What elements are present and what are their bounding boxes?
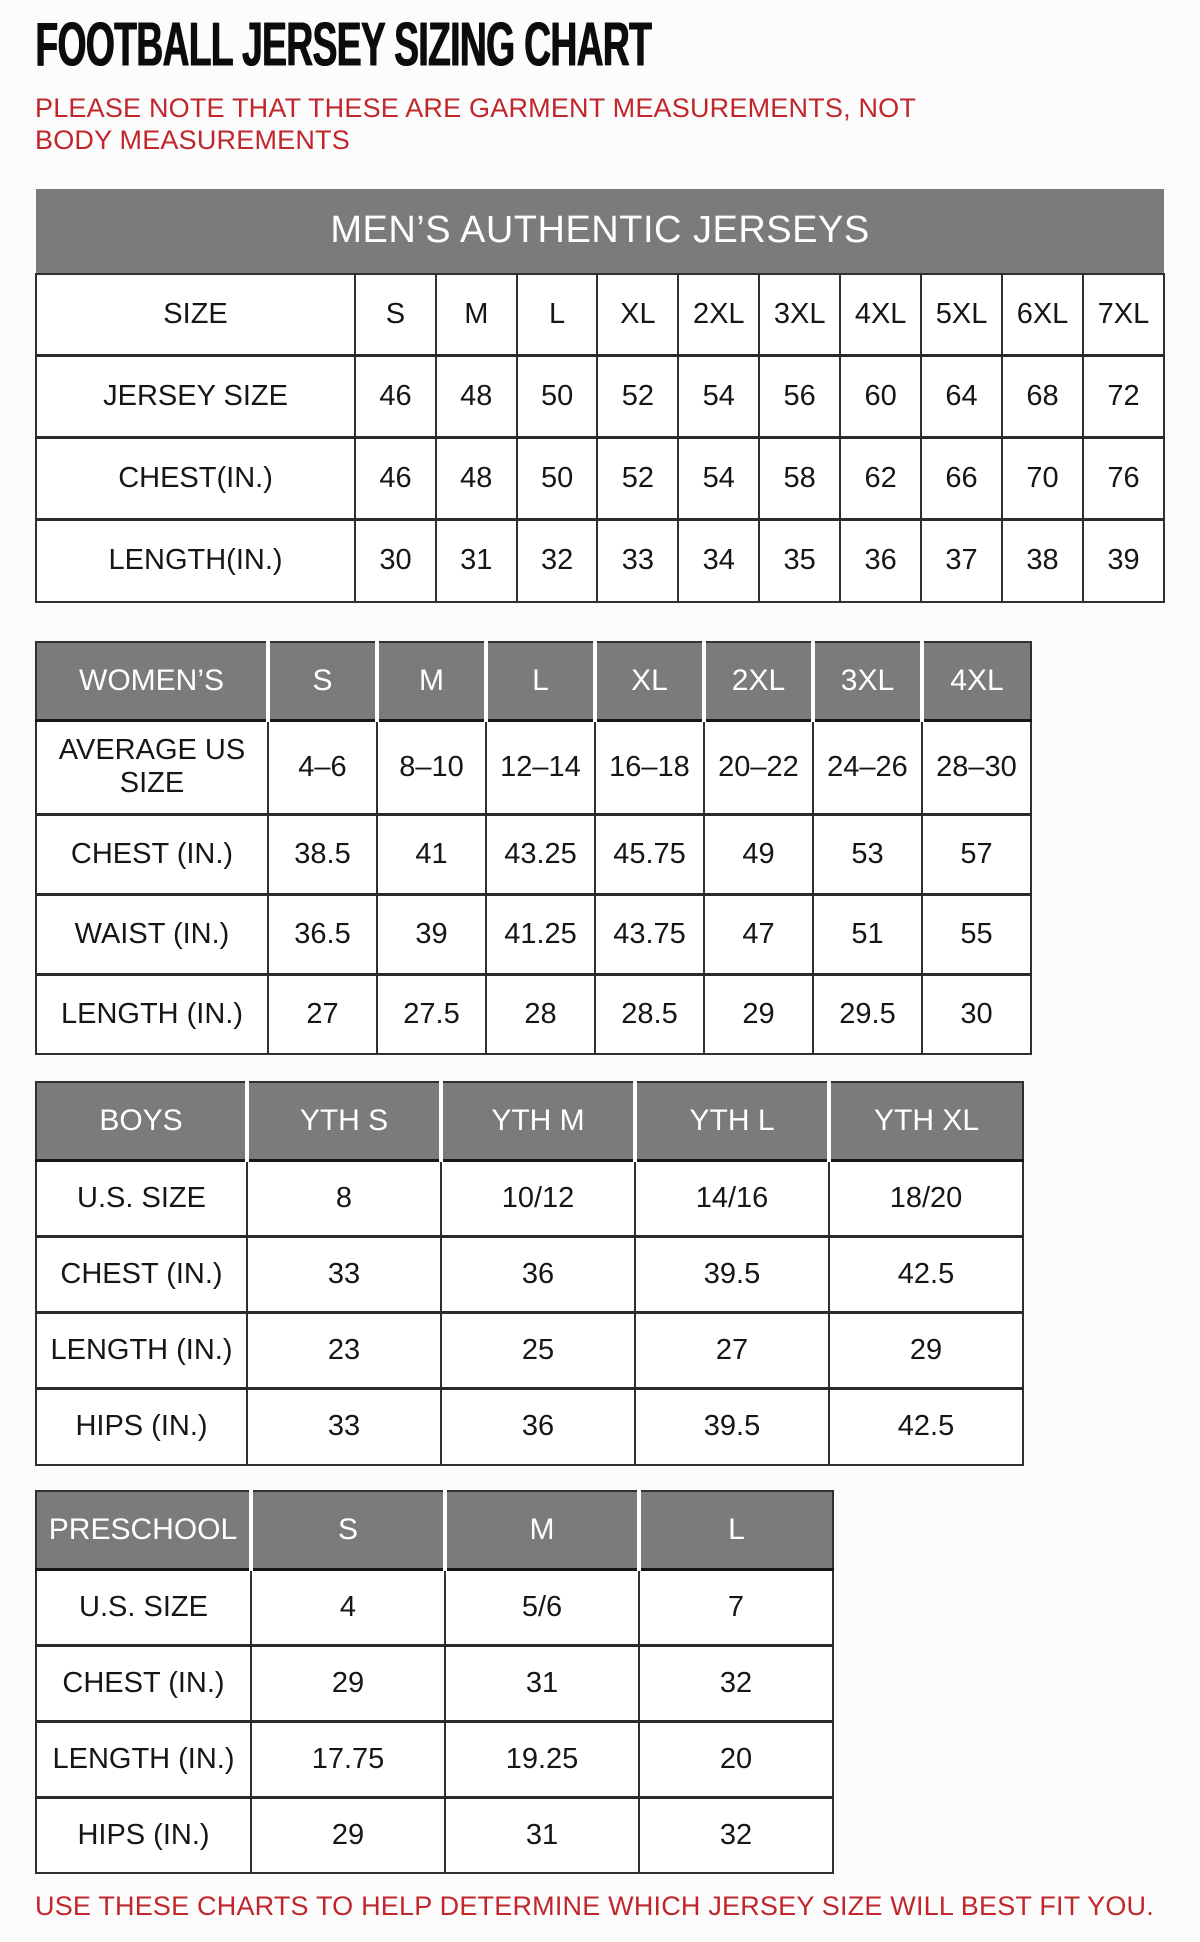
preschool-header-cell: S bbox=[251, 1491, 445, 1570]
womens-size-cell: 30 bbox=[922, 974, 1031, 1054]
womens-sizing-table bbox=[35, 641, 1032, 1056]
womens-header-cell: M bbox=[377, 642, 486, 721]
boys-header-cell: YTH M bbox=[441, 1082, 635, 1161]
womens-row-label: CHEST (IN.) bbox=[36, 814, 268, 894]
preschool-sizing-table bbox=[35, 1490, 834, 1875]
preschool-size-cell: 7 bbox=[639, 1569, 833, 1645]
mens-row-label: SIZE bbox=[36, 274, 355, 356]
womens-size-cell: 39 bbox=[377, 894, 486, 974]
womens-size-cell: 20–22 bbox=[704, 720, 813, 814]
mens-size-cell: 7XL bbox=[1083, 274, 1164, 356]
mens-size-cell: 70 bbox=[1002, 438, 1083, 520]
preschool-size-cell: 17.75 bbox=[251, 1721, 445, 1797]
womens-size-cell: 28 bbox=[486, 974, 595, 1054]
mens-size-cell: 33 bbox=[597, 520, 678, 602]
mens-size-cell: 72 bbox=[1083, 356, 1164, 438]
womens-size-cell: 12–14 bbox=[486, 720, 595, 814]
womens-size-cell: 38.5 bbox=[268, 814, 377, 894]
womens-row-label: LENGTH (IN.) bbox=[36, 974, 268, 1054]
preschool-row-label: U.S. SIZE bbox=[36, 1569, 251, 1645]
boys-size-cell: 14/16 bbox=[635, 1161, 829, 1237]
mens-size-cell: 4XL bbox=[840, 274, 921, 356]
womens-header-cell: 4XL bbox=[922, 642, 1031, 721]
mens-size-cell: 46 bbox=[355, 356, 436, 438]
preschool-header-cell: L bbox=[639, 1491, 833, 1570]
mens-row-label: JERSEY SIZE bbox=[36, 356, 355, 438]
mens-size-cell: 36 bbox=[840, 520, 921, 602]
mens-row-label: CHEST(IN.) bbox=[36, 438, 355, 520]
mens-size-cell: 34 bbox=[678, 520, 759, 602]
womens-size-cell: 28–30 bbox=[922, 720, 1031, 814]
mens-size-cell: 48 bbox=[436, 356, 517, 438]
boys-size-cell: 33 bbox=[247, 1237, 441, 1313]
mens-banner: MEN’S AUTHENTIC JERSEYS bbox=[36, 189, 1164, 274]
womens-size-cell: 51 bbox=[813, 894, 922, 974]
boys-row-label: LENGTH (IN.) bbox=[36, 1313, 247, 1389]
preschool-size-cell: 32 bbox=[639, 1645, 833, 1721]
preschool-row-label: LENGTH (IN.) bbox=[36, 1721, 251, 1797]
womens-size-cell: 43.75 bbox=[595, 894, 704, 974]
boys-size-cell: 8 bbox=[247, 1161, 441, 1237]
womens-size-cell: 4–6 bbox=[268, 720, 377, 814]
preschool-size-cell: 4 bbox=[251, 1569, 445, 1645]
womens-size-cell: 29 bbox=[704, 974, 813, 1054]
mens-size-cell: 64 bbox=[921, 356, 1002, 438]
mens-size-cell: 38 bbox=[1002, 520, 1083, 602]
boys-size-cell: 36 bbox=[441, 1237, 635, 1313]
boys-header-cell: YTH S bbox=[247, 1082, 441, 1161]
mens-size-cell: 54 bbox=[678, 356, 759, 438]
womens-size-cell: 16–18 bbox=[595, 720, 704, 814]
preschool-row bbox=[36, 1569, 833, 1645]
preschool-header-label: PRESCHOOL bbox=[36, 1491, 251, 1570]
womens-size-cell: 24–26 bbox=[813, 720, 922, 814]
boys-size-cell: 42.5 bbox=[829, 1389, 1023, 1465]
preschool-row-label: HIPS (IN.) bbox=[36, 1797, 251, 1873]
boys-sizing-table bbox=[35, 1081, 1024, 1466]
womens-size-cell: 45.75 bbox=[595, 814, 704, 894]
boys-row-label: CHEST (IN.) bbox=[36, 1237, 247, 1313]
boys-row bbox=[36, 1237, 1023, 1313]
womens-row bbox=[36, 894, 1031, 974]
womens-header-cell: XL bbox=[595, 642, 704, 721]
preschool-row-label: CHEST (IN.) bbox=[36, 1645, 251, 1721]
boys-header-label: BOYS bbox=[36, 1082, 247, 1161]
mens-size-cell: 50 bbox=[517, 438, 598, 520]
womens-size-cell: 55 bbox=[922, 894, 1031, 974]
mens-size-cell: 54 bbox=[678, 438, 759, 520]
boys-row bbox=[36, 1313, 1023, 1389]
boys-size-cell: 33 bbox=[247, 1389, 441, 1465]
mens-size-cell: 62 bbox=[840, 438, 921, 520]
mens-size-cell: S bbox=[355, 274, 436, 356]
mens-size-cell: XL bbox=[597, 274, 678, 356]
mens-size-cell: 35 bbox=[759, 520, 840, 602]
mens-size-cell: 6XL bbox=[1002, 274, 1083, 356]
mens-size-cell: 68 bbox=[1002, 356, 1083, 438]
womens-size-cell: 28.5 bbox=[595, 974, 704, 1054]
preschool-size-cell: 29 bbox=[251, 1645, 445, 1721]
womens-size-cell: 8–10 bbox=[377, 720, 486, 814]
womens-size-cell: 47 bbox=[704, 894, 813, 974]
preschool-size-cell: 31 bbox=[445, 1645, 639, 1721]
mens-size-cell: L bbox=[517, 274, 598, 356]
boys-size-cell: 25 bbox=[441, 1313, 635, 1389]
womens-row bbox=[36, 814, 1031, 894]
preschool-size-cell: 20 bbox=[639, 1721, 833, 1797]
womens-size-cell: 53 bbox=[813, 814, 922, 894]
mens-row bbox=[36, 520, 1164, 602]
mens-size-cell: 52 bbox=[597, 356, 678, 438]
garment-measurement-note: PLEASE NOTE THAT THESE ARE GARMENT MEASUREMENTS, NOT BODY MEASUREMENTS bbox=[35, 93, 916, 156]
boys-header-cell: YTH L bbox=[635, 1082, 829, 1161]
boys-size-cell: 39.5 bbox=[635, 1389, 829, 1465]
mens-size-cell: 3XL bbox=[759, 274, 840, 356]
boys-row bbox=[36, 1161, 1023, 1237]
mens-row bbox=[36, 356, 1164, 438]
mens-size-cell: 2XL bbox=[678, 274, 759, 356]
preschool-row bbox=[36, 1645, 833, 1721]
mens-size-cell: 5XL bbox=[921, 274, 1002, 356]
mens-authentic-jerseys-table bbox=[35, 189, 1165, 603]
boys-size-cell: 27 bbox=[635, 1313, 829, 1389]
boys-size-cell: 39.5 bbox=[635, 1237, 829, 1313]
boys-row bbox=[36, 1389, 1023, 1465]
mens-size-cell: M bbox=[436, 274, 517, 356]
boys-size-cell: 10/12 bbox=[441, 1161, 635, 1237]
boys-row-label: U.S. SIZE bbox=[36, 1161, 247, 1237]
womens-size-cell: 27.5 bbox=[377, 974, 486, 1054]
mens-size-cell: 46 bbox=[355, 438, 436, 520]
womens-header-cell: 2XL bbox=[704, 642, 813, 721]
preschool-size-cell: 5/6 bbox=[445, 1569, 639, 1645]
mens-size-cell: 39 bbox=[1083, 520, 1164, 602]
womens-size-cell: 49 bbox=[704, 814, 813, 894]
womens-row bbox=[36, 720, 1031, 814]
preschool-row bbox=[36, 1721, 833, 1797]
womens-header-cell: 3XL bbox=[813, 642, 922, 721]
boys-size-cell: 42.5 bbox=[829, 1237, 1023, 1313]
womens-size-cell: 29.5 bbox=[813, 974, 922, 1054]
womens-header-cell: S bbox=[268, 642, 377, 721]
footer-note: USE THESE CHARTS TO HELP DETERMINE WHICH JERSEY SIZE WILL BEST FIT YOU. bbox=[35, 1891, 1154, 1922]
womens-row bbox=[36, 974, 1031, 1054]
mens-row bbox=[36, 438, 1164, 520]
page-title: FOOTBALL JERSEY SIZING CHART bbox=[35, 9, 651, 80]
preschool-row bbox=[36, 1797, 833, 1873]
boys-size-cell: 36 bbox=[441, 1389, 635, 1465]
womens-size-cell: 41.25 bbox=[486, 894, 595, 974]
boys-size-cell: 18/20 bbox=[829, 1161, 1023, 1237]
womens-size-cell: 27 bbox=[268, 974, 377, 1054]
preschool-header-cell: M bbox=[445, 1491, 639, 1570]
mens-size-cell: 30 bbox=[355, 520, 436, 602]
mens-size-cell: 58 bbox=[759, 438, 840, 520]
mens-size-cell: 52 bbox=[597, 438, 678, 520]
boys-size-cell: 23 bbox=[247, 1313, 441, 1389]
womens-row-label: WAIST (IN.) bbox=[36, 894, 268, 974]
preschool-size-cell: 29 bbox=[251, 1797, 445, 1873]
preschool-size-cell: 31 bbox=[445, 1797, 639, 1873]
womens-size-cell: 43.25 bbox=[486, 814, 595, 894]
mens-size-cell: 60 bbox=[840, 356, 921, 438]
womens-size-cell: 57 bbox=[922, 814, 1031, 894]
mens-row bbox=[36, 274, 1164, 356]
boys-header-cell: YTH XL bbox=[829, 1082, 1023, 1161]
mens-size-cell: 48 bbox=[436, 438, 517, 520]
mens-size-cell: 66 bbox=[921, 438, 1002, 520]
boys-size-cell: 29 bbox=[829, 1313, 1023, 1389]
mens-size-cell: 56 bbox=[759, 356, 840, 438]
boys-row-label: HIPS (IN.) bbox=[36, 1389, 247, 1465]
mens-size-cell: 76 bbox=[1083, 438, 1164, 520]
mens-size-cell: 37 bbox=[921, 520, 1002, 602]
womens-header-cell: L bbox=[486, 642, 595, 721]
mens-size-cell: 31 bbox=[436, 520, 517, 602]
mens-row-label: LENGTH(IN.) bbox=[36, 520, 355, 602]
mens-size-cell: 50 bbox=[517, 356, 598, 438]
mens-size-cell: 32 bbox=[517, 520, 598, 602]
womens-size-cell: 36.5 bbox=[268, 894, 377, 974]
womens-row-label: AVERAGE US SIZE bbox=[36, 720, 268, 814]
womens-header-label: WOMEN’S bbox=[36, 642, 268, 721]
womens-size-cell: 41 bbox=[377, 814, 486, 894]
preschool-size-cell: 19.25 bbox=[445, 1721, 639, 1797]
preschool-size-cell: 32 bbox=[639, 1797, 833, 1873]
